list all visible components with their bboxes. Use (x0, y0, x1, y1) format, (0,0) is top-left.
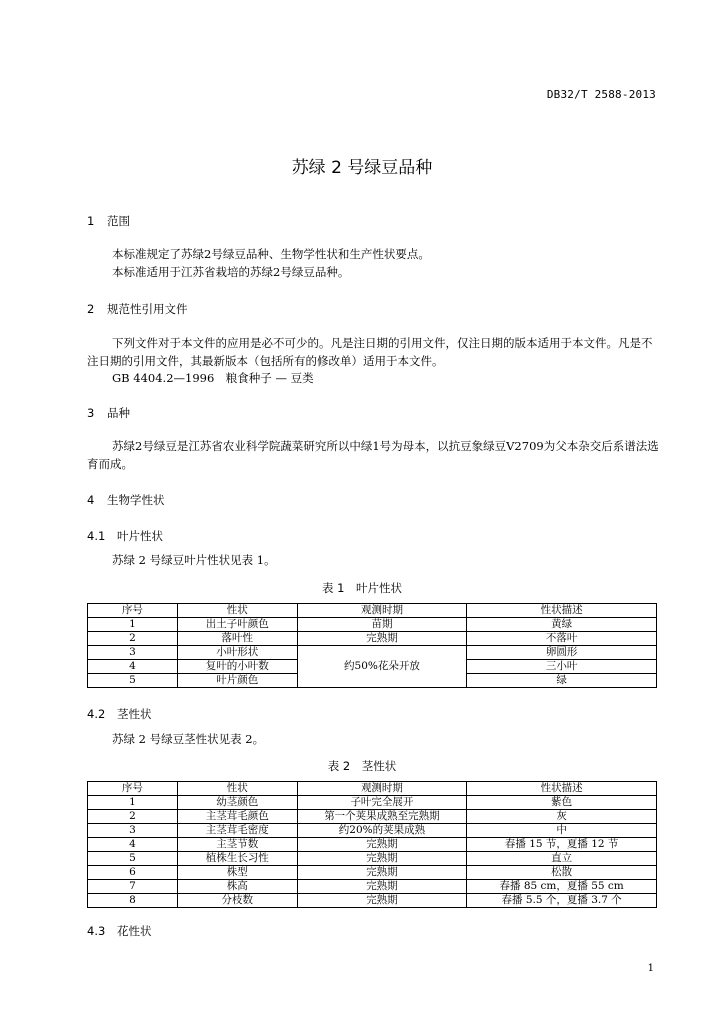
table-cell: 灰 (467, 810, 657, 824)
table-cell: 7 (88, 880, 178, 894)
table-1-caption: 表 1 叶片性状 (322, 581, 402, 595)
table-cell: 完熟期 (297, 866, 467, 880)
table-cell: 4 (88, 660, 178, 674)
header-cell: 性状 (177, 604, 297, 618)
table-row (88, 824, 657, 838)
table-row (88, 852, 657, 866)
table-2-stem-traits (87, 781, 657, 908)
table-cell: 株高 (177, 880, 297, 894)
section-title: 茎性状 (117, 707, 152, 721)
header-cell: 观测时期 (297, 604, 467, 618)
section-4-heading (87, 492, 165, 508)
document-title: 苏绿 2 号绿豆品种 (291, 158, 433, 178)
table-cell: 5 (88, 674, 178, 688)
table-cell: 黄绿 (467, 618, 657, 632)
table-cell: 不落叶 (467, 632, 657, 646)
section-number: 4.2 (87, 707, 106, 721)
section-title: 品种 (107, 406, 130, 420)
section-number: 4.1 (87, 529, 106, 543)
normative-references-paragraph: 下列文件对于本文件的应用是必不可少的。凡是注日期的引用文件，仅注日期的版本适用于本文件。凡是不注日期的引用文件，其最新版本（包括所有的修改单）适用于本文件。 (87, 336, 653, 368)
section-number: 4 (87, 493, 95, 507)
section-4-3-heading (87, 923, 152, 939)
table-cell: 4 (88, 838, 178, 852)
table-cell: 完熟期 (297, 632, 467, 646)
table-row (88, 838, 657, 852)
section-number: 2 (87, 302, 95, 316)
section-1-heading (87, 213, 130, 229)
table-cell: 中 (467, 824, 657, 838)
leaf-traits-intro: 苏绿 2 号绿豆叶片性状见表 1。 (112, 553, 276, 567)
table-row (88, 618, 657, 632)
table-cell: 小叶形状 (177, 646, 297, 660)
header-cell: 性状描述 (467, 782, 657, 796)
table-row (88, 866, 657, 880)
section-title: 生物学性状 (107, 493, 165, 507)
table-cell: 幼茎颜色 (177, 796, 297, 810)
table-cell: 2 (88, 810, 178, 824)
table-cell: 春播 85 cm，夏播 55 cm (467, 880, 657, 894)
table-cell: 3 (88, 646, 178, 660)
table-cell: 3 (88, 824, 178, 838)
table-cell: 直立 (467, 852, 657, 866)
table-cell: 卵圆形 (467, 646, 657, 660)
table-cell: 主茎节数 (177, 838, 297, 852)
table-header-row (88, 782, 657, 796)
table-row (88, 796, 657, 810)
table-cell: 子叶完全展开 (297, 796, 467, 810)
table-cell: 5 (88, 852, 178, 866)
table-cell: 约20%的荚果成熟 (297, 824, 467, 838)
table-2-caption: 表 2 茎性状 (327, 759, 397, 773)
section-number: 1 (87, 214, 95, 228)
table-cell: 第一个荚果成熟至完熟期 (297, 810, 467, 824)
section-2-heading (87, 301, 188, 317)
table-cell: 8 (88, 894, 178, 908)
table-cell: 6 (88, 866, 178, 880)
table-cell: 落叶性 (177, 632, 297, 646)
header-cell: 性状描述 (467, 604, 657, 618)
header-cell: 观测时期 (297, 782, 467, 796)
section-number: 3 (87, 406, 95, 420)
stem-traits-intro: 苏绿 2 号绿豆茎性状见表 2。 (112, 732, 265, 746)
table-row (88, 880, 657, 894)
table-cell: 绿 (467, 674, 657, 688)
header-cell: 序号 (88, 782, 178, 796)
table-cell: 主茎茸毛密度 (177, 824, 297, 838)
table-1-leaf-traits (87, 603, 657, 688)
table-cell: 完熟期 (297, 894, 467, 908)
scope-paragraph-1: 本标准规定了苏绿2号绿豆品种、生物学性状和生产性状要点。 (112, 247, 430, 261)
table-cell: 完熟期 (297, 880, 467, 894)
table-cell-merged: 约50%花朵开放 (297, 646, 467, 688)
table-row (88, 632, 657, 646)
header-cell: 序号 (88, 604, 178, 618)
section-4-1-heading (87, 528, 163, 544)
table-cell: 株型 (177, 866, 297, 880)
section-3-heading (87, 405, 130, 421)
table-row (88, 810, 657, 824)
header-cell: 性状 (177, 782, 297, 796)
table-cell: 复叶的小叶数 (177, 660, 297, 674)
table-cell: 1 (88, 796, 178, 810)
table-cell: 三小叶 (467, 660, 657, 674)
table-cell: 1 (88, 618, 178, 632)
table-cell: 出土子叶颜色 (177, 618, 297, 632)
table-cell: 松散 (467, 866, 657, 880)
table-cell: 完熟期 (297, 852, 467, 866)
table-cell: 主茎茸毛颜色 (177, 810, 297, 824)
section-title: 规范性引用文件 (107, 302, 188, 316)
table-row (88, 894, 657, 908)
table-cell: 植株生长习性 (177, 852, 297, 866)
table-cell: 春播 15 节，夏播 12 节 (467, 838, 657, 852)
standard-code: DB32/T 2588-2013 (546, 88, 656, 101)
table-cell: 叶片颜色 (177, 674, 297, 688)
table-cell: 分枝数 (177, 894, 297, 908)
section-number: 4.3 (87, 924, 106, 938)
table-header-row (88, 604, 657, 618)
table-cell: 完熟期 (297, 838, 467, 852)
section-4-2-heading (87, 706, 152, 722)
table-cell: 2 (88, 632, 178, 646)
table-cell: 春播 5.5 个，夏播 3.7 个 (467, 894, 657, 908)
section-title: 花性状 (117, 924, 152, 938)
section-title: 范围 (107, 214, 130, 228)
variety-paragraph: 苏绿2号绿豆是江苏省农业科学院蔬菜研究所以中绿1号为母本，以抗豆象绿豆V2709为父本杂交后系谱法选育而成。 (87, 439, 659, 471)
table-cell: 苗期 (297, 618, 467, 632)
page-number: 1 (647, 963, 654, 974)
section-title: 叶片性状 (117, 529, 163, 543)
table-cell: 紫色 (467, 796, 657, 810)
scope-paragraph-2: 本标准适用于江苏省栽培的苏绿2号绿豆品种。 (112, 265, 350, 279)
reference-gb4404: GB 4404.2—1996 粮食种子 — 豆类 (112, 371, 314, 385)
table-row (88, 646, 657, 660)
